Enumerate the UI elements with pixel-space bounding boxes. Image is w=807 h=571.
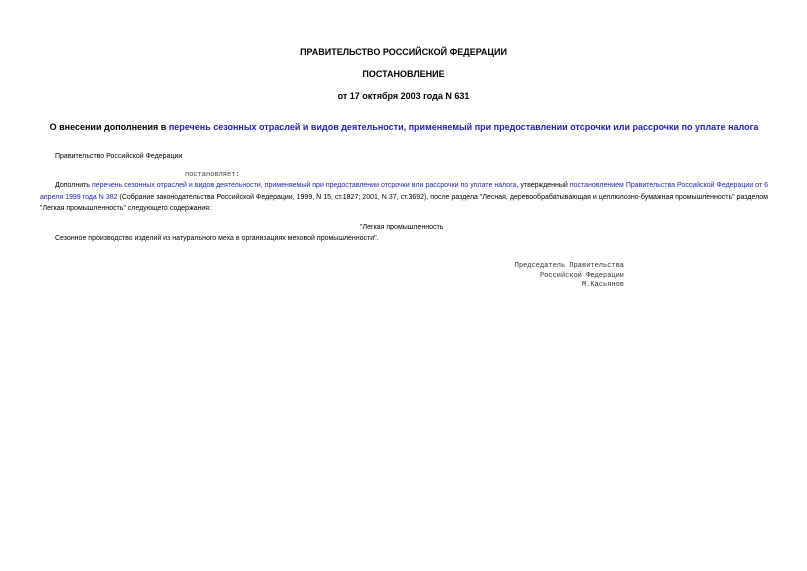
title-prefix: О внесении дополнения в xyxy=(49,122,169,132)
para-link-list[interactable]: перечень сезонных отраслей и видов деятельности, применяемый при предоставлении отсрочки или рассрочки по уплате налога xyxy=(91,182,517,189)
document-title xyxy=(40,122,768,132)
para-end: (Собрание законодательства Российской Федерации, 1999, N 15, ст.1827; 2001, N 37, ст.3692), после раздела "Лесная, деревообрабатывающая и целлюлозно-бумажная промышленность" разделом "Легкая промышленность" следующего содержания: xyxy=(40,193,768,212)
government-heading: ПРАВИТЕЛЬСТВО РОССИЙСКОЙ ФЕДЕРАЦИИ xyxy=(300,47,507,57)
resolves-text: постановляет: xyxy=(185,171,240,179)
document-type-heading: ПОСТАНОВЛЕНИЕ xyxy=(362,69,445,79)
section-title: "Легкая промышленность xyxy=(360,224,444,231)
main-paragraph xyxy=(40,180,768,215)
signature-line-1: Председатель Правительства xyxy=(514,262,624,270)
signature-line-2: Российской Федерации xyxy=(539,271,624,280)
title-link[interactable]: перечень сезонных отраслей и видов деятельности, применяемый при предоставлении отсрочки или рассрочки по уплате налога xyxy=(168,122,759,132)
para-link-decree[interactable]: постановлением Правительства Российской Федерации от 6 апреля 1999 года N 382 xyxy=(40,182,768,201)
para-start: Дополнить xyxy=(55,182,92,189)
section-item: Сезонное производство изделий из натурального меха в организациях меховой промышленности". xyxy=(55,235,379,242)
signature-block xyxy=(515,262,624,291)
intro-text: Правительство Российской Федерации xyxy=(55,153,183,160)
signature-line-3: М.Касьянов xyxy=(581,281,624,289)
date-number-heading: от 17 октября 2003 года N 631 xyxy=(337,91,470,101)
para-mid: , утвержденный xyxy=(516,182,570,189)
